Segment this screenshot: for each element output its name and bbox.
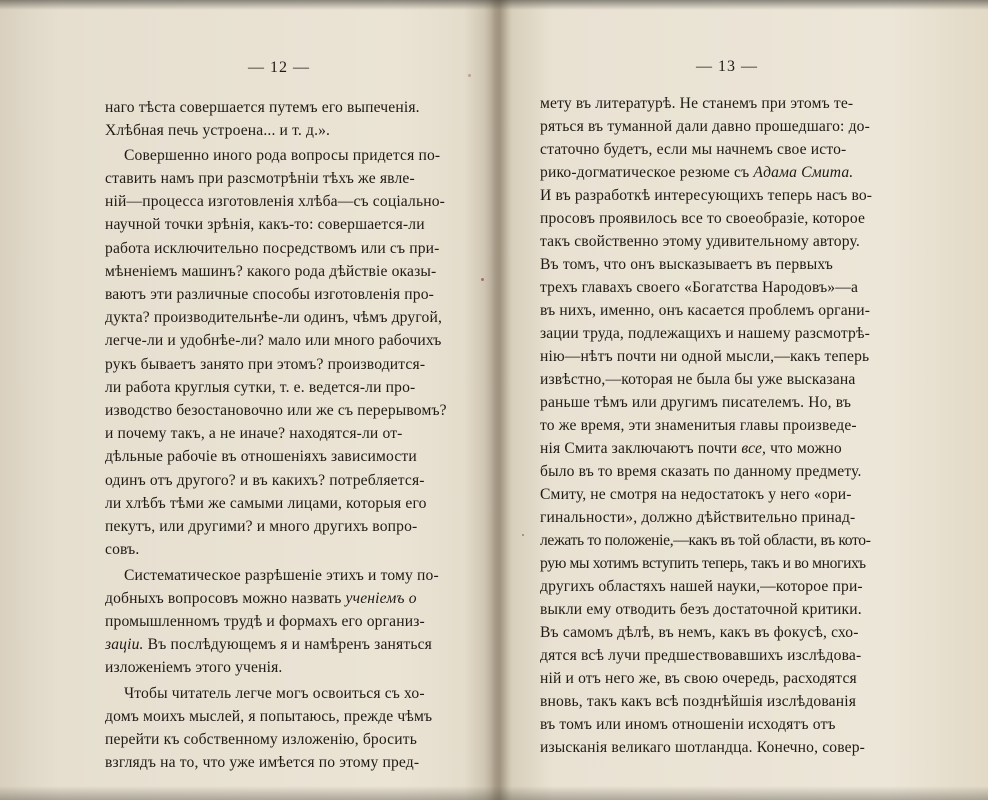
text-line: ваютъ эти различные способы изготовленія про- (105, 286, 435, 303)
text-line (540, 439, 842, 459)
text-line: Въ томъ, что онъ высказываетъ въ первыхъ (540, 256, 833, 273)
text-line: легче-ли и удобнѣе-ли? мало или много рабочихъ (105, 332, 442, 349)
text-line: ли работа круглыя сутки, т. е. ведется-ли про- (105, 379, 416, 396)
text-line: въ нихъ, именно, онъ касается проблемъ органи- (540, 302, 871, 319)
text-segment: что можно (766, 440, 842, 457)
text-line: домъ моихъ мыслей, я попытаюсь, прежде чѣмъ (105, 708, 433, 725)
text-line: И въ разработкѣ интересующихъ теперь насъ во- (540, 187, 873, 204)
text-line: просовъ проявилось все то своеобразіе, которое (540, 210, 866, 227)
italic-name: Адама Смита. (753, 164, 854, 181)
text-line: раньше тѣмъ или другимъ писателемъ. Но, въ (540, 394, 852, 411)
text-line: ній—процесса изготовленія хлѣба—съ соціально- (105, 193, 445, 210)
text-line: Хлѣбная печь устроена... и т. д.». (105, 122, 331, 139)
text-line: мету въ литературѣ. Не станемъ при этомъ те- (540, 95, 854, 112)
text-line: въ томъ или иномъ отношеніи исходятъ отъ (540, 716, 836, 733)
text-line: ній и отъ него же, въ свою очередь, расходятся (540, 670, 857, 687)
text-line: мѣненіемъ машинъ? какого рода дѣйствіе оказы- (105, 263, 437, 280)
text-segment: Въ послѣдующемъ я и намѣренъ заняться (147, 636, 432, 653)
text-line: перейти къ собственному изложенію, бросить (105, 731, 417, 748)
text-line: извѣстно,—которая не была бы уже высказана (540, 371, 856, 388)
text-line: совъ. (105, 541, 140, 558)
text-line (105, 589, 417, 609)
text-line: выкли ему отводить безъ достаточной критики. (540, 601, 862, 618)
text-line: Совершенно иного рода вопросы придется по- (124, 147, 441, 164)
text-line: изысканія великаго шотландца. Конечно, совер- (540, 739, 865, 756)
text-line: работа исключительно посредствомъ или съ при- (105, 240, 440, 257)
text-line: вновь, такъ какъ всѣ позднѣйшія изслѣдованія (540, 693, 857, 710)
text-line: то же время, эти знаменитыя главы произведе- (540, 417, 857, 434)
text-line: научной точки зрѣнія, какъ-то: совершается-ли (105, 216, 425, 233)
text-line: пекутъ, или другими? и много другихъ вопро- (105, 518, 418, 535)
text-line: Въ самомъ дѣлѣ, въ немъ, какъ въ фокусѣ, схо- (540, 624, 859, 641)
text-line (105, 635, 432, 655)
text-line: лежать то положеніе,—какъ въ той области, въ кото- (540, 532, 871, 549)
text-segment: добныхъ вопросовъ можно назвать (105, 590, 342, 607)
text-line: дѣльные рабочіе въ отношеніяхъ зависимости (105, 448, 417, 465)
text-line: Смиту, не смотря на недостатокъ у него «ори- (540, 486, 852, 503)
text-line: другихъ областяхъ нашей науки,—которое при- (540, 578, 863, 595)
text-line: дятся всѣ лучи предшествовавшихъ изслѣдова- (540, 647, 862, 664)
text-line: ли хлѣбъ тѣми же самыми лицами, которыя его (105, 495, 427, 512)
text-line: взглядъ на то, что уже имѣется по этому пред- (105, 754, 420, 771)
text-line: Чтобы читатель легче могъ освоиться съ хо- (124, 685, 425, 702)
text-line (540, 163, 853, 183)
text-line: Систематическое разрѣшеніе этихъ и тому по- (124, 567, 439, 584)
text-line: зации труда, подлежащихъ и нашему разсмотрѣ- (540, 325, 870, 342)
text-line: изводство безостановочно или же съ перерывомъ? (105, 402, 447, 419)
text-line: такъ свойственно этому удивительному автору. (540, 233, 860, 250)
italic-word: все, (741, 440, 767, 457)
text-line: изложеніемъ этого ученія. (105, 659, 283, 676)
right-page (506, 0, 988, 800)
text-segment: рико-догматическое резюме съ (540, 164, 750, 181)
text-segment: нія Смита заключаютъ почти (540, 440, 738, 457)
text-line: статочно будетъ, если мы начнемъ свое исто- (540, 141, 847, 158)
text-line: рую мы хотимъ вступить теперь, такъ и во многихъ (540, 555, 866, 572)
page-number: — 13 — (696, 58, 758, 75)
page-number: — 12 — (248, 59, 310, 76)
italic-term: ученіемъ о (345, 590, 417, 607)
italic-term-line: промышленномъ трудѣ и формахъ его организ- (105, 613, 425, 630)
text-line: нію—нѣтъ почти ни одной мысли,—какъ теперь (540, 348, 870, 365)
text-line: одинъ отъ другого? и въ какихъ? потребляется- (105, 472, 425, 489)
text-line: ставить намъ при разсмотрѣніи тѣхъ же явле- (105, 170, 415, 187)
text-line: гинальности», должно дѣйствительно принад- (540, 509, 856, 526)
text-line: наго тѣста совершается путемъ его выпеченія. (105, 99, 420, 116)
text-line: рукъ бываетъ занято при этомъ? производится- (105, 356, 426, 373)
text-line: было въ то время сказать по данному предмету. (540, 463, 862, 480)
text-line: дукта? производительнѣе-ли одинъ, чѣмъ другой, (105, 309, 442, 326)
italic-term: заціи. (105, 636, 144, 653)
text-line: ряться въ туманной дали давно прошедшаго: до- (540, 118, 870, 135)
text-line: и почему такъ, а не иначе? находятся-ли от- (105, 425, 403, 442)
text-line: трехъ главахъ своего «Богатства Народовъ»—а (540, 279, 859, 296)
left-page (0, 0, 490, 800)
